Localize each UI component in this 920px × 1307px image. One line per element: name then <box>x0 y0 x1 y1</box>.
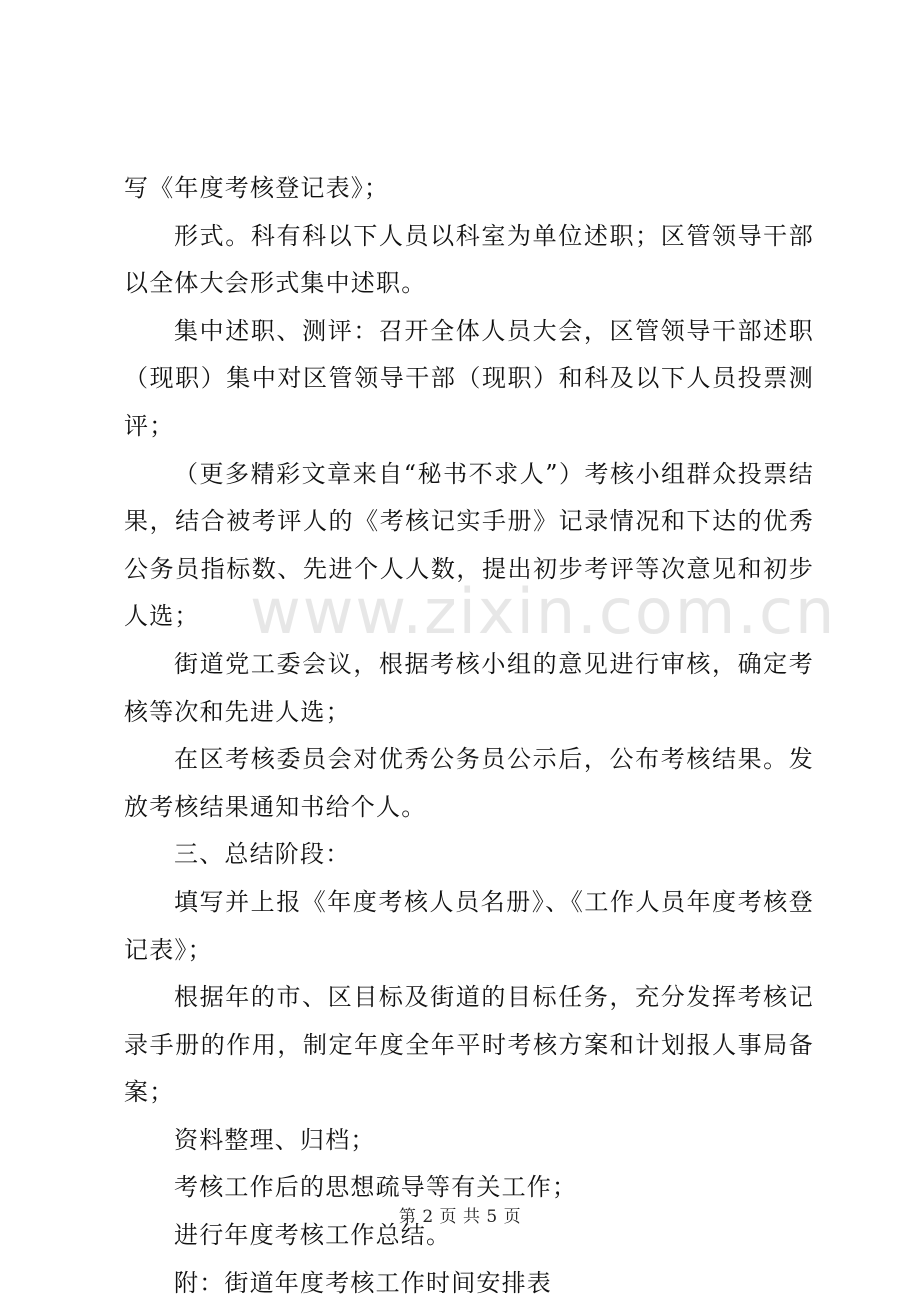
paragraph-continuation: 写《年度考核登记表》； <box>124 174 390 202</box>
section-heading-summary: 三、总结阶段： <box>174 840 351 869</box>
paragraph-vote-results: （更多精彩文章来自“秘书不求人”）考核小组群众投票结果，结合被考评人的《考核记实手册》记录情况和下达的优秀公务员指标数、先进个人人数，提出初步考评等次意见和初步人选； <box>124 459 814 631</box>
paragraph-report-evaluation: 集中述职、测评：召开全体人员大会，区管领导干部述职（现职）集中对区管领导干部（现职）和科及以下人员投票测评； <box>124 316 814 440</box>
paragraph-format: 形式。科有科以下人员以科室为单位述职；区管领导干部以全体大会形式集中述职。 <box>124 221 814 298</box>
paragraph-appendix: 附：街道年度考核工作时间安排表 <box>174 1268 552 1297</box>
paragraph-publish-results: 在区考核委员会对优秀公务员公示后，公布考核结果。发放考核结果通知书给个人。 <box>124 745 814 821</box>
paragraph-work-summary: 进行年度考核工作总结。 <box>174 1221 452 1250</box>
paragraph-guidance: 考核工作后的思想疏导等有关工作； <box>174 1173 578 1202</box>
paragraph-committee-review: 街道党工委会议，根据考核小组的意见进行审核，确定考核等次和先进人选； <box>124 649 814 726</box>
watermark-text: www.zixin.com.cn <box>250 575 837 648</box>
document-body <box>124 165 814 1307</box>
page-number-footer: 第 2 页 共 5 页 <box>398 1207 522 1227</box>
paragraph-annual-plan: 根据年的市、区目标及街道的目标任务，充分发挥考核记录手册的作用，制定年度全年平时考核方案和计划报人事局备案； <box>124 983 814 1107</box>
paragraph-archive: 资料整理、归档； <box>174 1125 376 1154</box>
paragraph-submit-forms: 填写并上报《年度考核人员名册》、《工作人员年度考核登记表》； <box>124 887 814 964</box>
